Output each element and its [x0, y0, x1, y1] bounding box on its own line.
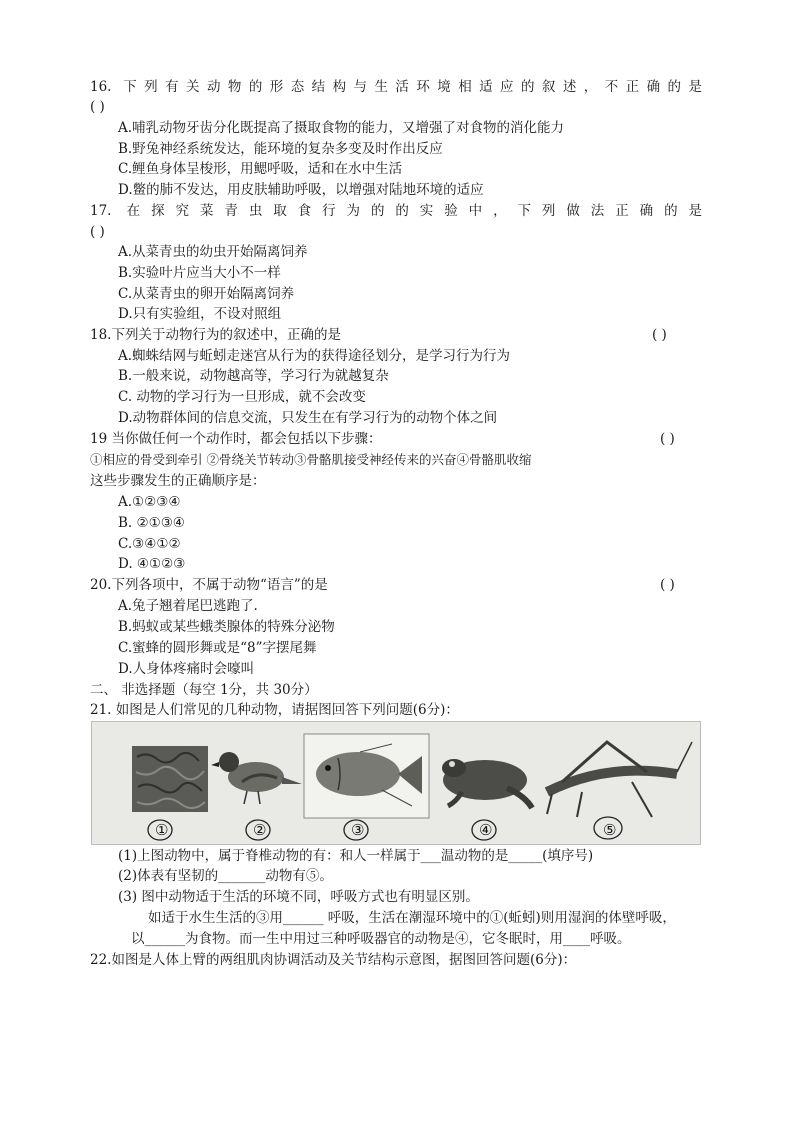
fish-image [304, 734, 429, 818]
figure-label-2: ② [253, 821, 267, 839]
q21-stem: 21. 如图是人们常见的几种动物，请据图回答下列问题(6分)： [90, 702, 459, 718]
q21-sub3-line3: 以______为食物。而一生中用过三种呼吸器官的动物是④，它冬眠时，用____呼吸。 [131, 931, 631, 947]
q18-option-d: D.动物群体间的信息交流，只发生在有学习行为的动物个体之间 [118, 410, 498, 426]
q16-option-a: A.哺乳动物牙齿分化既提高了摄取食物的能力，又增强了对食物的消化能力 [118, 120, 565, 136]
q20-option-c: C.蜜蜂的圆形舞或是“8”字摆尾舞 [118, 640, 317, 656]
q19-order-prompt: 这些步骤发生的正确顺序是： [90, 473, 266, 489]
q16-option-b: B.野兔神经系统发达，能环境的复杂多变及时作出反应 [118, 141, 443, 157]
figure-label-5: ⑤ [603, 821, 617, 839]
q17-option-a: A.从菜青虫的幼虫开始隔离饲养 [118, 244, 308, 260]
q20-option-b: B.蚂蚁或某些蛾类腺体的特殊分泌物 [118, 619, 335, 635]
q19-stem: 19 当你做任何一个动作时，都会包括以下步骤： [90, 431, 382, 447]
q17-option-d: D.只有实验组，不设对照组 [118, 306, 282, 322]
q19-answer-bracket: ( ) [660, 431, 675, 447]
grasshopper-image [547, 742, 692, 817]
q17-option-b: B.实验叶片应当大小不一样 [118, 265, 281, 281]
figure-label-3: ③ [351, 821, 365, 839]
frog-image [442, 759, 532, 808]
q22-stem: 22.如图是人体上臂的两组肌肉协调活动及关节结构示意图，据图回答问题(6分)： [90, 952, 577, 968]
q19-option-b: B. ②①③④ [118, 515, 185, 531]
q18-stem: 18.下列关于动物行为的叙述中，正确的是 [90, 327, 341, 343]
q21-sub1: (1)上图动物中，属于脊椎动物的有：和人一样属于___温动物的是_____(填序号) [118, 848, 594, 864]
q18-option-c: C. 动物的学习行为一旦形成，就不会改变 [118, 389, 366, 405]
q18-answer-bracket: ( ) [652, 327, 667, 343]
sparrow-image [211, 752, 302, 804]
section-title: 二、 非选择题（每空 1分，共 30分） [90, 682, 318, 698]
q16-stem: 16. 下列有关动物的形态结构与生活环境相适应的叙述，不正确的是 [90, 79, 702, 95]
q18-option-b: B.一般来说，动物越高等，学习行为就越复杂 [118, 368, 389, 384]
q16-answer-bracket: ( ) [90, 99, 105, 115]
q17-answer-bracket: ( ) [90, 224, 105, 240]
q20-stem: 20.下列各项中，不属于动物“语言”的是 [90, 577, 328, 593]
q20-answer-bracket: ( ) [660, 577, 675, 593]
q16-option-c: C.鲤鱼身体呈梭形，用鳃呼吸，适和在水中生活 [118, 161, 403, 177]
q19-option-c: C.③④①② [118, 536, 181, 552]
q21-sub3-line2: 如适于水生生活的③用______ 呼吸，生活在潮湿环境中的①(蚯蚓)则用湿润的体壁呼吸， [148, 910, 676, 926]
figure-label-1: ① [155, 821, 169, 839]
q17-stem: 17. 在探究菜青虫取食行为的的实验中，下列做法正确的是 [90, 203, 702, 219]
q19-option-d: D. ④①②③ [118, 556, 186, 572]
q17-option-c: C.从菜青虫的卵开始隔离饲养 [118, 286, 295, 302]
q18-option-a: A.蜘蛛结网与蚯蚓走迷宫从行为的获得途径划分，是学习行为行为 [118, 348, 511, 364]
q21-sub3: (3) 图中动物适于生活的环境不同，呼吸方式也有明显区别。 [118, 889, 479, 905]
animals-figure [91, 721, 701, 845]
q19-option-a: A.①②③④ [118, 494, 181, 510]
q20-option-a: A.兔子翘着尾巴逃跑了. [118, 598, 258, 614]
q20-option-d: D.人身体疼痛时会嚎叫 [118, 661, 255, 677]
q16-option-d: D.鳖的肺不发达，用皮肤辅助呼吸，以增强对陆地环境的适应 [118, 182, 484, 198]
figure-label-4: ④ [479, 821, 493, 839]
earthworm-image [132, 746, 208, 812]
q19-steps: ①相应的骨受到牵引 ②骨绕关节转动③骨骼肌接受神经传来的兴奋④骨骼肌收缩 [90, 452, 532, 467]
q21-sub2: (2)体表有坚韧的_______动物有⑤。 [118, 868, 333, 884]
